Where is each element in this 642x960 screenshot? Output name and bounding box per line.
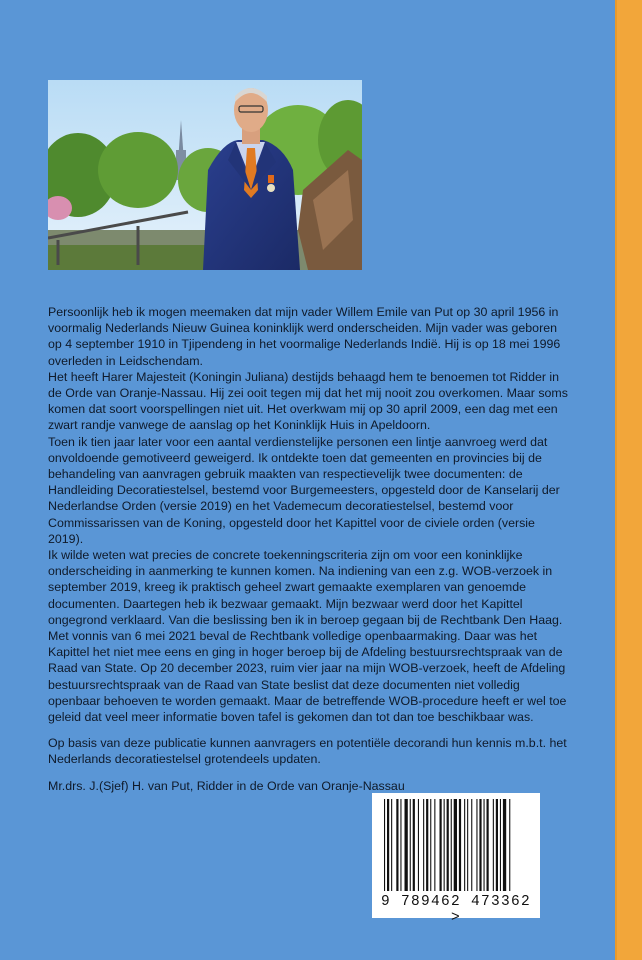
closing-paragraph: Op basis van deze publicatie kunnen aanvragers en potentiële decorandi hun kennis m.b.t. het Nederlands decoratiestelsel grotendeels updaten. (48, 736, 567, 767)
author-photo (48, 80, 362, 270)
portrait-photo-illustration (48, 80, 362, 270)
spine-strip (615, 0, 642, 960)
barcode-bars (372, 793, 540, 893)
paragraph: Toen ik tien jaar later voor een aantal verdienstelijke personen een lintje aanvroeg werd dat onvoldoende gemotiveerd geweigerd. Ik ontdekte toen dat gemeenten en provincies bij de behandeling van aanvragen gebruik maakten van respectievelijk twee documenten: de Handleiding Decoratiestelsel, bestemd voor Burgemeesters, opgesteld door de Kanselarij der Nederlandse Orden (versie 2019) en het Vademecum decoratiestelsel, bestemd voor Commissarissen van de Koning, opgesteld door het Kapittel voor de civiele orden (versie 2019). (48, 434, 560, 546)
isbn-barcode (372, 793, 540, 926)
paragraph: Het heeft Harer Majesteit (Koningin Juliana) destijds behaagd hem te benoemen tot Ridder in de Orde van Oranje-Nassau. Hij zei ooit tegen mij dat het mij nooit zou overkomen. Maar soms komen dat soort voorspellingen niet uit. Het overkwam mij op 30 april 2009, een dag met een zwart randje vanwege de aanslag op het Koninklijk Huis in Apeldoorn. (48, 369, 568, 433)
paragraph: Persoonlijk heb ik mogen meemaken dat mijn vader Willem Emile van Put op 30 april 1956 in voormalig Nederlands Nieuw Guinea koninklijk werd onderscheiden. Mijn vader was geboren op 4 september 1910 in Tjipendeng in het voormalige Nederlands Indië. Hij is op 18 mei 1996 overleden in Leidschendam. (48, 305, 561, 368)
signature: Mr.drs. J.(Sjef) H. van Put, Ridder in de Orde van Oranje-Nassau (48, 778, 405, 793)
paragraph: Ik wilde weten wat precies de concrete toekenningscriteria zijn om voor een koninklijke onderscheiding in aanmerking te kunnen komen. Na indiening van een z.g. WOB-verzoek in september 2019, kreeg ik praktisch geheel zwart gemaakte exemplaren van genoemde documenten. Daartegen heb ik bezwaar gemaakt. Mijn bezwaar werd door het Kapittel ongegrond verklaard. Van die beslissing ben ik in beroep gegaan bij de Rechtbank Den Haag. Met vonnis van 6 mei 2021 beval de Rechtbank volledige openbaarmaking. Daar was het Kapittel het niet mee eens en ging in hoger beroep bij de Afdeling bestuursrechtspraak van de Raad van State. Op 20 december 2023, ruim vier jaar na mijn WOB-verzoek, heeft de Afdeling bestuursrechtspraak van de Raad van State beslist dat deze documenten niet volledig openbaar behoeven te worden gemaakt. Maar de betreffende WOB-procedure heeft er wel toe geleid dat veel meer informatie boven tafel is gekomen dan tot dan toe beschikbaar was. (48, 548, 567, 725)
back-cover-text (48, 304, 573, 794)
isbn-number: 9 789462 473362 > (380, 894, 532, 926)
